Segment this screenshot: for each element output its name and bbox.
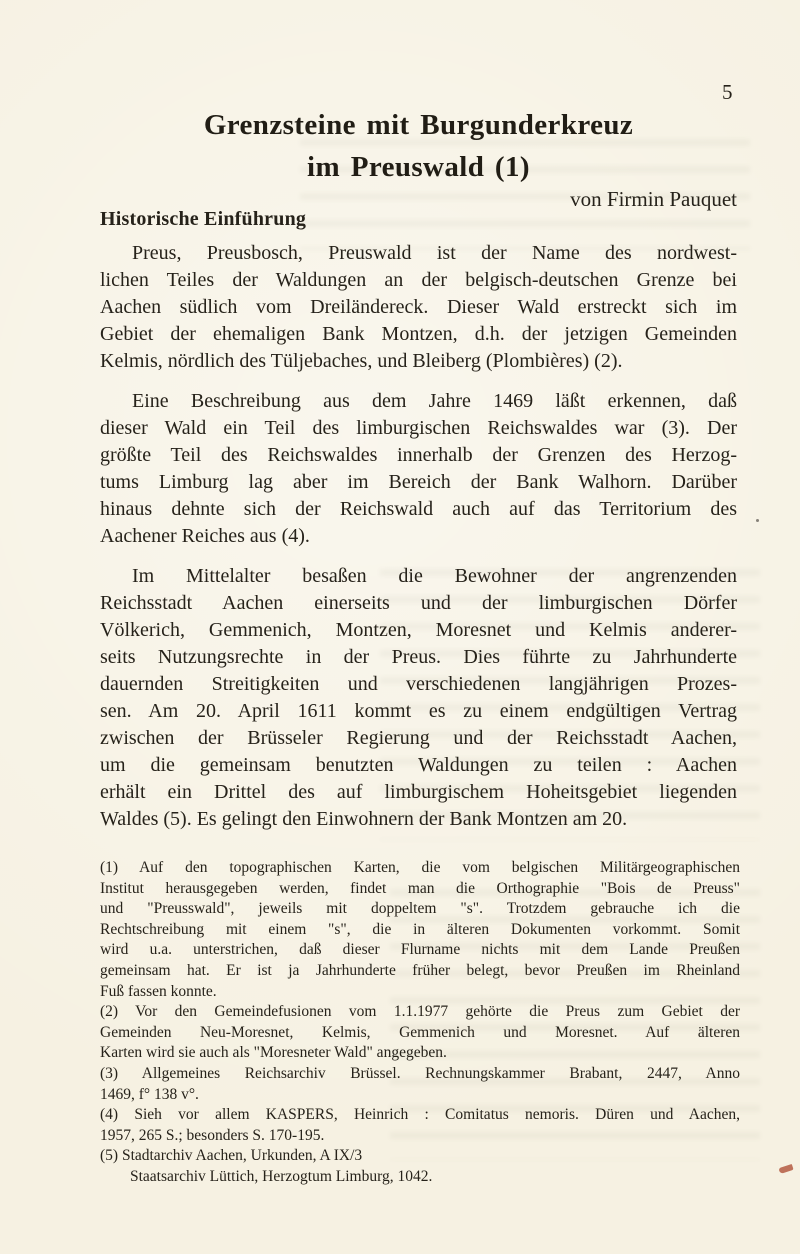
- paragraph: [100, 240, 737, 375]
- footnote-line: Rechtschreibung mit einem "s", die in älteren Dokumenten vorkommt. Somit: [100, 920, 740, 938]
- footnote-line: Karten wird sie auch als "Moresneter Wald" angegeben.: [100, 1044, 447, 1062]
- dust-speck-artifact: [756, 519, 759, 522]
- title-line-2: im Preuswald (1): [307, 151, 530, 183]
- footnote-line: 1469, f° 138 v°.: [100, 1085, 199, 1103]
- footnote-line: wird u.a. unterstrichen, daß dieser Flurname nichts mit dem Lande Preußen: [100, 941, 740, 959]
- footnote-line: Gemeinden Neu-Moresnet, Kelmis, Gemmenich und Moresnet. Auf älteren: [100, 1023, 740, 1041]
- text-line: Im Mittelalter besaßen die Bewohner der angrenzenden: [132, 565, 737, 587]
- footnote: [100, 1064, 740, 1105]
- text-line: Preus, Preusbosch, Preuswald ist der Name des nordwest-: [132, 242, 737, 264]
- footnote-line: (2) Vor den Gemeindefusionen vom 1.1.1977 gehörte die Preus zum Gebiet der: [100, 1003, 740, 1021]
- page-number: 5: [722, 80, 734, 104]
- footnotes: [100, 858, 740, 1188]
- footnote-line: Institut herausgegeben werden, findet man die Orthographie "Bois de Preuss": [100, 879, 740, 897]
- footnote-line: und "Preusswald", jeweils mit doppeltem "s". Trotzdem gebrauche ich die: [100, 900, 740, 918]
- footnote-line: (5) Stadtarchiv Aachen, Urkunden, A IX/3: [100, 1147, 363, 1165]
- text-line: lichen Teiles der Waldungen an der belgisch-deutschen Grenze bei: [100, 269, 737, 291]
- author-byline: von Firmin Pauquet: [570, 187, 737, 211]
- text-line: größte Teil des Reichswaldes innerhalb der Grenzen des Herzog-: [100, 444, 737, 466]
- article-title: [100, 104, 737, 188]
- title-line-1: Grenzsteine mit Burgunderkreuz: [203, 109, 634, 141]
- footnote-line: (3) Allgemeines Reichsarchiv Brüssel. Rechnungskammer Brabant, 2447, Anno: [100, 1064, 740, 1082]
- section-heading: Historische Einführung: [100, 208, 307, 230]
- text-line: seits Nutzungsrechte in der Preus. Dies führte zu Jahrhunderte: [100, 646, 737, 668]
- text-line: Eine Beschreibung aus dem Jahre 1469 läßt erkennen, daß: [132, 390, 737, 412]
- text-line: hinaus dehnte sich der Reichswald auch auf das Territorium des: [100, 498, 737, 520]
- text-line: Waldes (5). Es gelingt den Einwohnern der Bank Montzen am 20.: [100, 808, 628, 830]
- footnote-line: 1957, 265 S.; besonders S. 170-195.: [100, 1126, 325, 1144]
- text-line: zwischen der Brüsseler Regierung und der Reichsstadt Aachen,: [100, 727, 737, 749]
- text-line: dauernden Streitigkeiten und verschiedenen langjährigen Prozes-: [100, 673, 737, 695]
- text-line: dieser Wald ein Teil des limburgischen Reichswaldes war (3). Der: [100, 417, 737, 439]
- text-line: Aachener Reiches aus (4).: [100, 525, 310, 547]
- text-line: Aachen südlich vom Dreiländereck. Dieser Wald erstreckt sich im: [100, 296, 737, 318]
- footnote: [100, 858, 740, 1002]
- footnote: [100, 1002, 740, 1064]
- text-line: erhält ein Drittel des auf limburgischem Hoheitsgebiet liegenden: [100, 781, 737, 803]
- footnote: [100, 1146, 740, 1187]
- text-line: Reichsstadt Aachen einerseits und der limburgischen Dörfer: [100, 592, 737, 614]
- text-line: Völkerich, Gemmenich, Montzen, Moresnet und Kelmis anderer-: [100, 619, 737, 641]
- footnote-line: Staatsarchiv Lüttich, Herzogtum Limburg, 1042.: [130, 1167, 433, 1185]
- text-line: um die gemeinsam benutzten Waldungen zu teilen : Aachen: [100, 754, 737, 776]
- paragraph: [100, 563, 737, 833]
- footnote: [100, 1105, 740, 1146]
- paragraph: [100, 388, 737, 550]
- footnote-line: gemeinsam hat. Er ist ja Jahrhunderte früher belegt, bevor Preußen im Rheinland: [100, 961, 740, 979]
- text-line: tums Limburg lag aber im Bereich der Bank Walhorn. Darüber: [100, 471, 737, 493]
- body-text: [100, 240, 737, 833]
- red-stain-artifact: [778, 1164, 793, 1174]
- footnote-line: Fuß fassen konnte.: [100, 982, 217, 1000]
- footnote-line: (1) Auf den topographischen Karten, die vom belgischen Militärgeographischen: [100, 859, 740, 876]
- text-line: sen. Am 20. April 1611 kommt es zu einem endgültigen Vertrag: [100, 700, 737, 722]
- text-line: Kelmis, nördlich des Tüljebaches, und Bleiberg (Plombières) (2).: [100, 350, 623, 372]
- footnote-line: (4) Sieh vor allem KASPERS, Heinrich : Comitatus nemoris. Düren und Aachen,: [100, 1106, 740, 1124]
- text-line: Gebiet der ehemaligen Bank Montzen, d.h. der jetzigen Gemeinden: [100, 323, 737, 345]
